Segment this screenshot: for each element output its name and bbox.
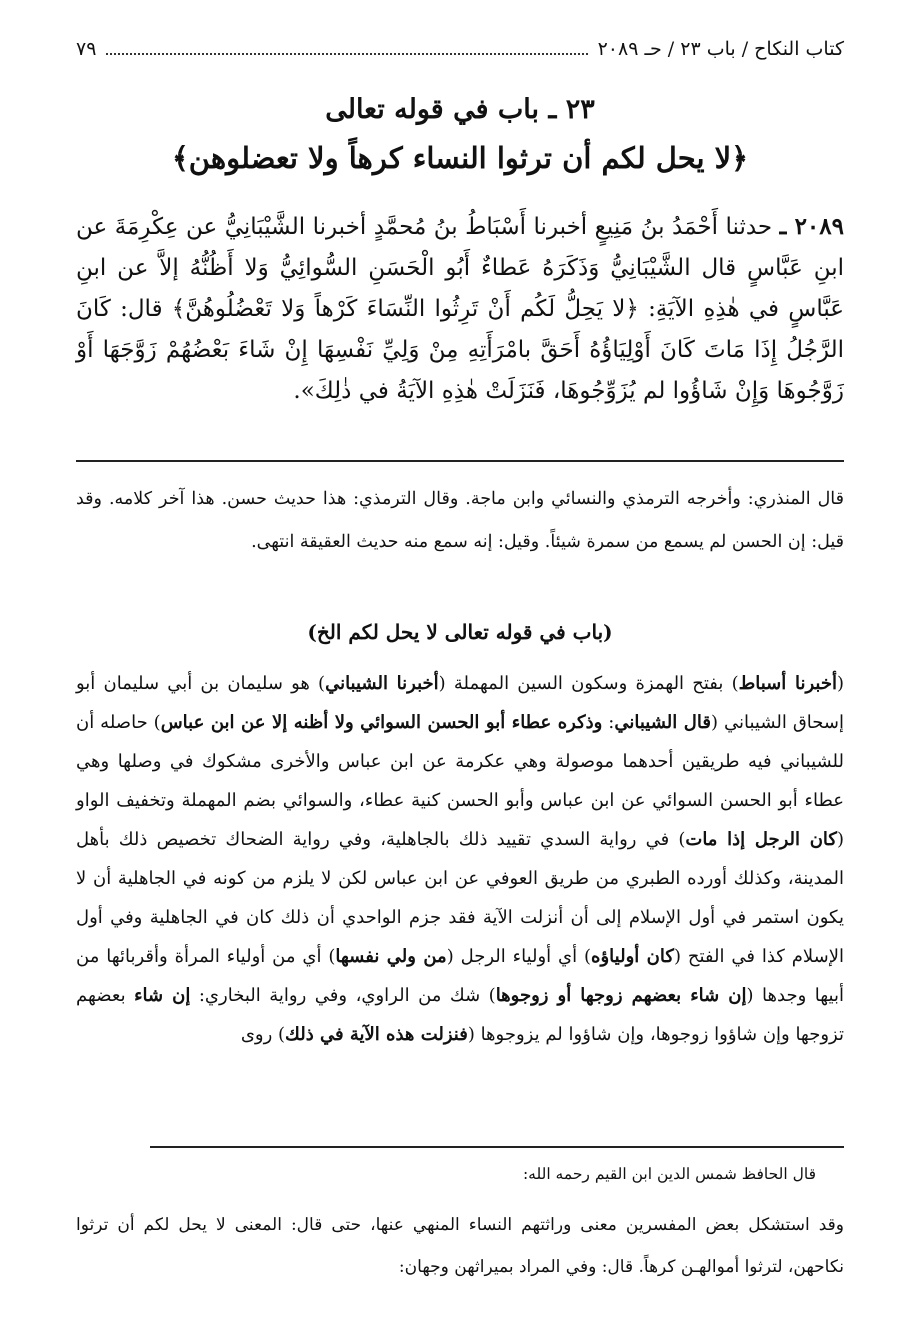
commentary-quoted-phrase: إن شاء	[134, 985, 191, 1006]
commentary-quoted-phrase: أخبرنا الشيباني	[325, 673, 439, 694]
hadith-text-block	[76, 206, 844, 412]
footnote-rule	[150, 1146, 844, 1148]
commentary-segment: ) حاصله أن للشيباني فيه طريقين أحدهما موصولة وهي عكرمة عن ابن عباس والأخرى مشكوك في وصلها وهي عطاء أبو الحسن السوائي عن ابن عباس وأبو الحسن كنية عطاء، والسوائي بضم المهملة وتخفيف الواو (	[76, 712, 845, 850]
commentary-quoted-phrase: كان الرجل إذا مات	[685, 829, 837, 850]
commentary-title: (باب في قوله تعالى لا يحل لكم الخ)	[307, 620, 613, 644]
page-number: ٧٩	[76, 38, 97, 60]
hadith-number: ٢٠٨٩ ـ	[779, 213, 844, 240]
mundhiri-note: قال المنذري: وأخرجه الترمذي والنسائي وابن ماجة. وقال الترمذي: هذا حديث حسن. هذا آخر كلامه. وقد قيل: إن الحسن لم يسمع من سمرة شيئاً. وقيل: إنه سمع منه حديث العقيقة انتهى.	[76, 489, 844, 552]
running-header	[76, 38, 844, 68]
commentary-segment: ) هو سليمان بن أبي سليمان أبو إسحاق الشيباني (	[76, 673, 844, 733]
chapter-title: ٢٣ ـ باب في قوله تعالى	[325, 94, 595, 125]
ibn-qayyim-text: وقد استشكل بعض المفسرين معنى وراثتهم النساء المنهي عنها، حتى قال: المعنى لا يحل لكم أن ترثوا نكاحهن، لترثوا أموالهـن كرهاً. قال: وفي المراد بميراثهن وجهان:	[76, 1215, 844, 1277]
commentary-segment: ) أي من أولياء المرأة وأقربائها من أبيها وجدها (	[76, 946, 844, 1006]
commentary-segment: :	[602, 712, 615, 733]
commentary-quoted-phrase: كان أولياؤه	[591, 946, 674, 967]
commentary-quoted-phrase: قال الشيباني	[614, 712, 711, 733]
chapter-verse: ﴿لا يحل لكم أن ترثوا النساء كرهاً ولا تعضلوهن﴾	[171, 141, 749, 175]
commentary-quoted-phrase: من ولي نفسها	[335, 946, 447, 967]
hadith-text: حدثنا أَحْمَدُ بنُ مَنِيعٍ أخبرنا أَسْبَاطُ بنُ مُحمَّدٍ أخبرنا الشَّيْبَانِيُّ عن عِكْرِمَةَ عن ابنِ عَبَّاسٍ قال الشَّيْبَانِيُّ وَذَكَرَهُ عَطاءٌ أَبُو الْحَسَنِ السُّوائِيُّ وَلا أَظُنُّهُ إلاَّ عن ابنِ عَبَّاسٍ في هٰذِهِ الآيَةِ: ﴿لا يَحِلُّ لَكُم أَنْ تَرِثُوا النِّسَاءَ كَرْهاً وَلا تَعْضُلُوهُنَّ﴾ قال: كَانَ الرَّجُلُ إِذَا مَاتَ كَانَ أَوْلِيَاؤُهُ أَحَقَّ بامْرَأَتِهِ مِنْ وَلِيِّ نَفْسِهَا إِنْ شَاءَ بَعْضُهُمْ زَوَّجَهَا أَوْ زَوَّجُوهَا وَإِنْ شَاؤُوا لم يُزَوِّجُوهَا، فَنَزَلَتْ هٰذِهِ الآيَةُ في ذٰلِكَ».	[76, 214, 844, 404]
running-title: كتاب النكاح / باب ٢٣ / حـ ٢٠٨٩	[597, 38, 844, 60]
divider-rule	[76, 460, 844, 462]
commentary-quoted-phrase: إن شاء بعضهم زوجها أو زوجوها	[495, 985, 747, 1006]
commentary-segment: ) في رواية السدي تقييد ذلك بالجاهلية، وفي رواية الضحاك تخصيص ذلك بأهل المدينة، وكذلك أورده الطبري من طريق العوفي عن ابن عباس لكن لا يلزم من كونه في الجاهلية أن لا يكون استمر في أول الإسلام إلى أن أنزلت الآية فقد جزم الواحدي أن ذلك كان في الجاهلية وفي أول الإسلام كذا في الفتح (	[76, 829, 844, 967]
commentary-segment: ) أي أولياء الرجل (	[446, 946, 592, 967]
leader-dots	[106, 39, 587, 55]
commentary-segment: ) روى	[240, 1024, 286, 1045]
commentary-body	[76, 664, 844, 1054]
commentary-quoted-phrase: فنزلت هذه الآية في ذلك	[285, 1024, 468, 1045]
commentary-segment: بعضهم تزوجها وإن شاؤوا زوجوها، وإن شاؤوا لم يزوجوها (	[76, 985, 844, 1045]
commentary-quoted-phrase: أخبرنا أسباط	[738, 673, 837, 694]
ibn-qayyim-heading: قال الحافظ شمس الدين ابن القيم رحمه الله:	[522, 1165, 816, 1183]
book-page	[76, 28, 844, 1328]
commentary-segment: ) شك من الراوي، وفي رواية البخاري:	[190, 985, 496, 1006]
commentary-quoted-phrase: وذكره عطاء أبو الحسن السوائي ولا أظنه إلا عن ابن عباس	[160, 712, 603, 733]
commentary-segment: ) بفتح الهمزة وسكون السين المهملة (	[438, 673, 739, 694]
commentary-segment: (	[836, 673, 844, 694]
